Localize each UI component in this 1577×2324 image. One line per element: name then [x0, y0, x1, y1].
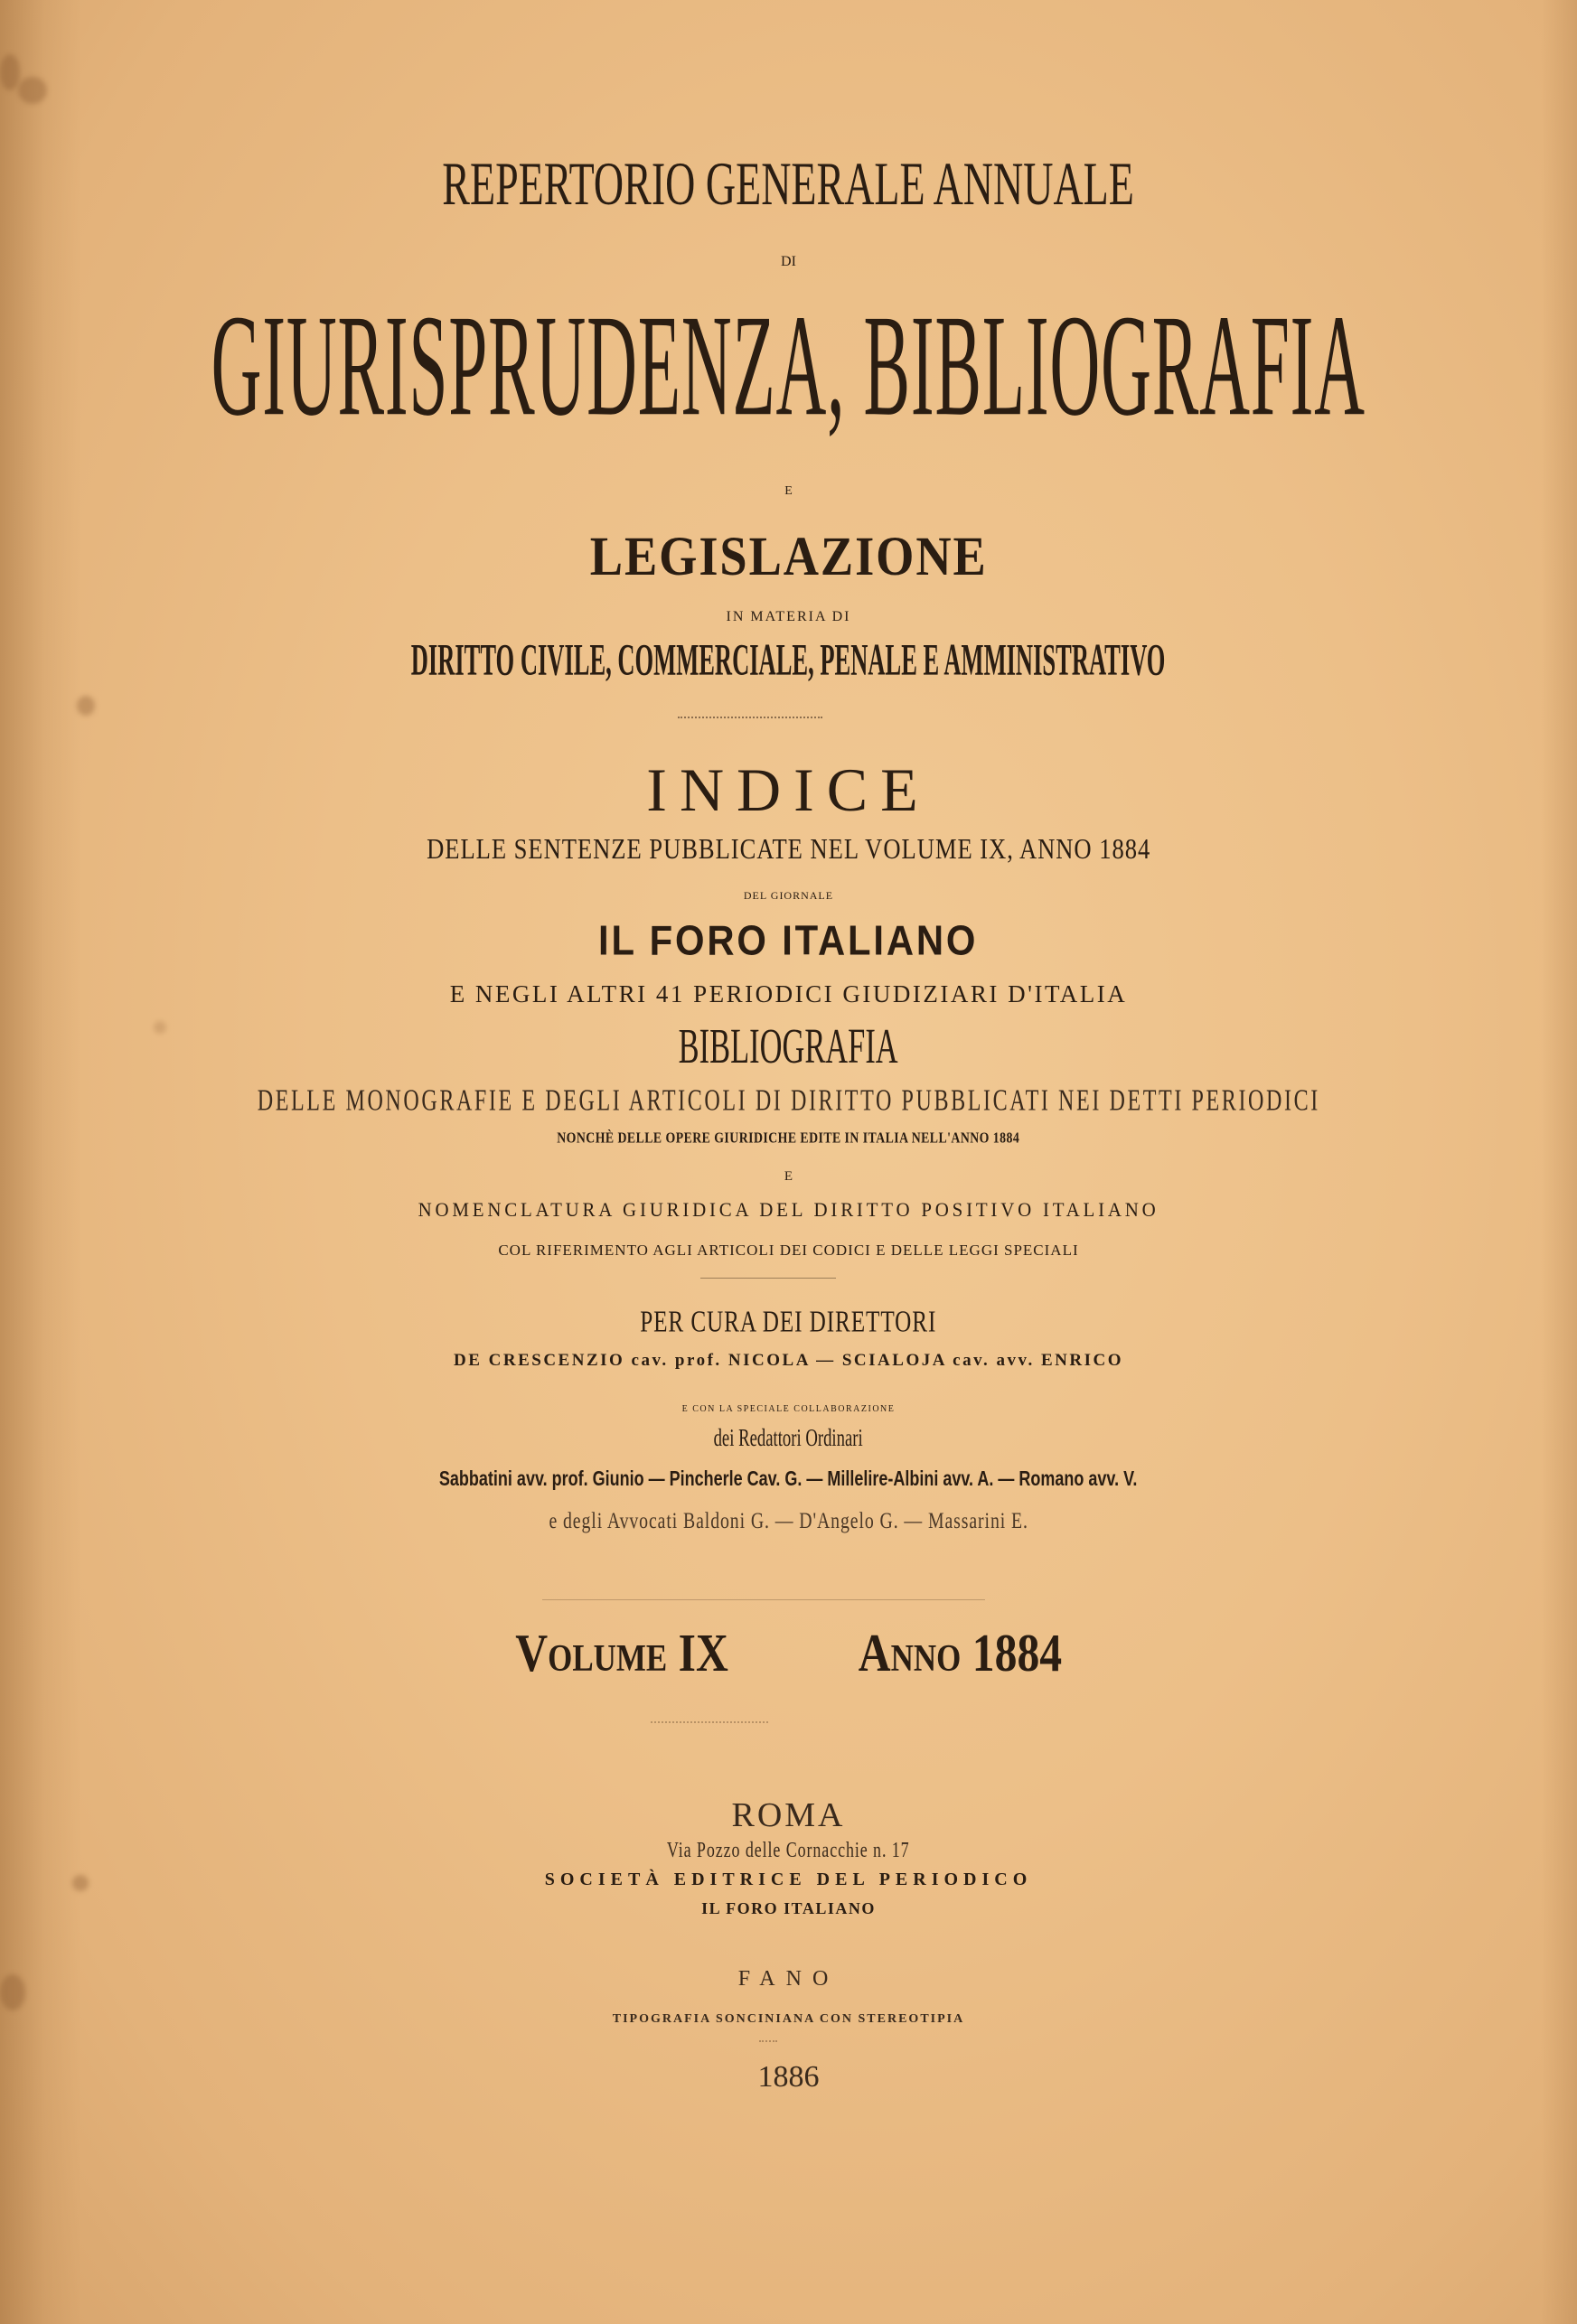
in-materia-text: IN MATERIA DI: [726, 609, 851, 624]
other-periodicals-text: E NEGLI ALTRI 41 PERIODICI GIUDIZIARI D'ITALIA: [449, 980, 1128, 1007]
di-text: DI: [781, 254, 796, 269]
bibliografia-description: DELLE MONOGRAFIE E DEGLI ARTICOLI DI DIRITTO PUBBLICATI NEI DETTI PERIODICI: [257, 1083, 1320, 1118]
journal-line: [0, 917, 1577, 965]
redattori-line: [0, 1467, 1577, 1491]
header-title: REPERTORIO GENERALE ANNUALE: [442, 149, 1135, 218]
per-cura-text: PER CURA DEI DIRETTORI: [640, 1305, 937, 1339]
bibliografia-description-2: NONCHÈ DELLE OPERE GIURIDICHE EDITE IN ITALIA NELL'ANNO 1884: [557, 1129, 1020, 1148]
stain-mark: [0, 54, 20, 90]
journal-name: IL FORO ITALIANO: [598, 917, 979, 965]
print-city-line: [0, 1968, 1577, 1990]
legislazione-line: [0, 525, 1577, 588]
anno-label: Anno 1884: [858, 1623, 1063, 1682]
bibliografia-line: [0, 1020, 1577, 1074]
bibliografia-title: BIBLIOGRAFIA: [678, 1020, 899, 1074]
volume-label: Volume IX: [515, 1623, 728, 1682]
bibliografia-desc-line: [0, 1083, 1577, 1118]
del-giornale-text: DEL GIORNALE: [743, 889, 834, 902]
nomenclatura-desc-line: [0, 1242, 1577, 1259]
volume-line: [0, 1623, 1577, 1682]
city-line: [0, 1798, 1577, 1832]
decorative-rule: [700, 1278, 836, 1279]
directors-names: DE CRESCENZIO cav. prof. NICOLA — SCIALOJA cav. avv. ENRICO: [454, 1351, 1123, 1370]
legislazione-title: LEGISLAZIONE: [589, 525, 988, 588]
printer-text: TIPOGRAFIA SONCINIANA CON STEREOTIPIA: [612, 2012, 965, 2026]
indice-line: [0, 755, 1577, 824]
avvocati-line: [0, 1507, 1577, 1533]
printer-line: [0, 2011, 1577, 2026]
decorative-rule: [678, 717, 822, 718]
nomenclatura-text: NOMENCLATURA GIURIDICA DEL DIRITTO POSITIVO ITALIANO: [418, 1198, 1159, 1221]
main-title: GIURISPRUDENZA, BIBLIOGRAFIA: [211, 284, 1366, 446]
e-text: E: [784, 484, 793, 498]
address-line: [0, 1838, 1577, 1863]
redattori-label: dei Redattori Ordinari: [713, 1422, 864, 1451]
divider-rule: [542, 1599, 985, 1600]
subjects-text: DIRITTO CIVILE, COMMERCIALE, PENALE E AMMINISTRATIVO: [411, 636, 1166, 686]
e-line-2: [0, 1169, 1577, 1184]
collaborazione-text: E CON LA SPECIALE COLLABORAZIONE: [681, 1404, 896, 1414]
decorative-rule: [759, 2040, 777, 2042]
redattori-label-line: [0, 1422, 1577, 1451]
city-name: ROMA: [731, 1796, 846, 1834]
publisher-name: IL FORO ITALIANO: [701, 1899, 876, 1917]
indice-description: DELLE SENTENZE PUBBLICATE NEL VOLUME IX, ANNO 1884: [426, 833, 1151, 867]
per-cura-line: [0, 1305, 1577, 1339]
subjects-line: [0, 636, 1577, 686]
in-materia-line: [0, 610, 1577, 624]
directors-line: [0, 1352, 1577, 1369]
collaborazione-line: [0, 1401, 1577, 1415]
bibliografia-desc2-line: [0, 1131, 1577, 1146]
decorative-rule: [651, 1721, 768, 1723]
publisher-name-line: [0, 1900, 1577, 1917]
del-giornale-line: [0, 888, 1577, 903]
indice-title: INDICE: [646, 755, 931, 824]
publisher-line: [0, 1870, 1577, 1888]
nomenclatura-line: [0, 1200, 1577, 1220]
print-city: FANO: [737, 1967, 840, 1991]
stain-mark: [18, 77, 47, 104]
print-year-line: [0, 2062, 1577, 2093]
other-periodicals-line: [0, 982, 1577, 1007]
indice-desc-line: [0, 833, 1577, 867]
nomenclatura-description: COL RIFERIMENTO AGLI ARTICOLI DEI CODICI E DELLE LEGGI SPECIALI: [498, 1242, 1079, 1259]
address-text: Via Pozzo delle Cornacchie n. 17: [667, 1838, 910, 1863]
avvocati-names: e degli Avvocati Baldoni G. — D'Angelo G. — Massarini E.: [549, 1507, 1028, 1533]
publisher-text: SOCIETÀ EDITRICE DEL PERIODICO: [544, 1870, 1033, 1889]
stain-mark: [77, 696, 95, 716]
header-line: [0, 149, 1577, 218]
e-line-1: [0, 483, 1577, 498]
main-title-line: [0, 284, 1577, 446]
di-line: [0, 255, 1577, 269]
redattori-names: Sabbatini avv. prof. Giunio — Pincherle Cav. G. — Millelire-Albini avv. A. — Romano avv. V.: [439, 1467, 1138, 1491]
e-text-2: E: [784, 1169, 793, 1184]
print-year: 1886: [757, 2060, 820, 2094]
